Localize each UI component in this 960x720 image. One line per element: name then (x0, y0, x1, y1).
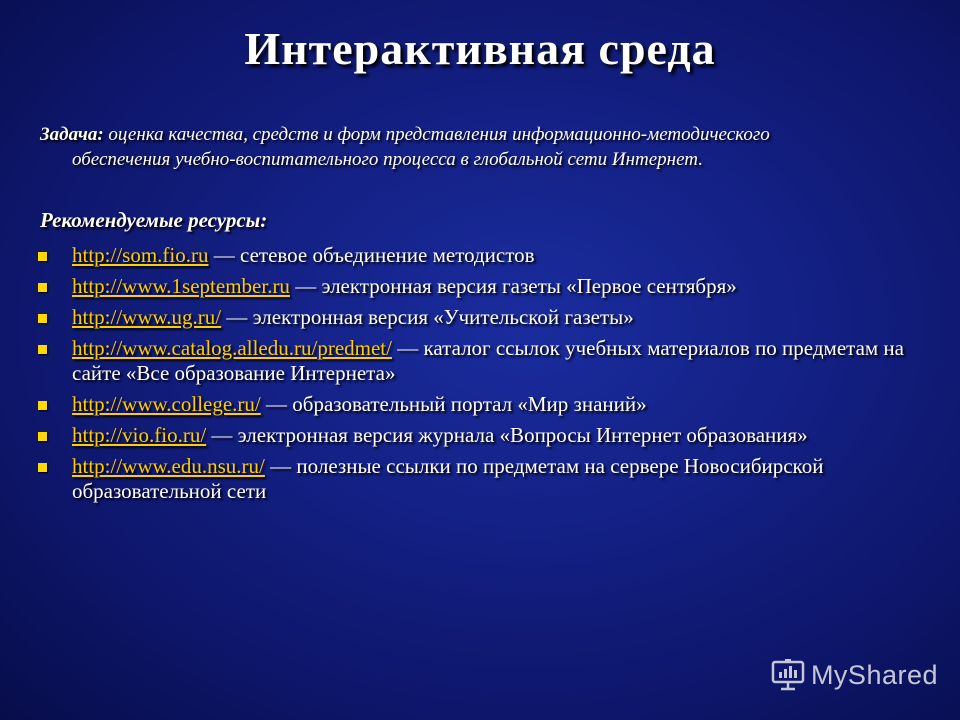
resource-description: — полезные ссылки по предметам на сервере Новосибирской образовательной сети (72, 454, 824, 503)
bullet-square-icon (38, 283, 47, 292)
slide-title: Интерактивная среда (244, 23, 716, 74)
resources-heading: Рекомендуемые ресурсы: (40, 208, 268, 232)
resource-description: — электронная версия журнала «Вопросы Интернет образования» (206, 423, 808, 447)
bullet-square-icon (38, 314, 47, 323)
resource-link-catalog[interactable]: http://www.catalog.alledu.ru/predmet/ (72, 336, 392, 360)
resources-list (36, 243, 926, 510)
resource-description: — сетевое объединение методистов (208, 243, 535, 267)
resource-description: — электронная версия газеты «Первое сентября» (289, 274, 737, 298)
resource-link-vio[interactable]: http://vio.fio.ru/ (72, 423, 207, 447)
resource-description: — образовательный портал «Мир знаний» (260, 392, 647, 416)
resource-item-ug (36, 305, 926, 330)
resource-link-ug[interactable]: http://www.ug.ru/ (72, 305, 222, 329)
resource-link-1september[interactable]: http://www.1september.ru (72, 274, 290, 298)
presentation-board-icon (771, 658, 805, 692)
bullet-square-icon (38, 401, 47, 410)
bullet-square-icon (38, 252, 47, 261)
resource-item-nsu (36, 454, 926, 504)
resource-item-college (36, 392, 926, 417)
watermark-text: MyShared (810, 659, 938, 690)
myshared-watermark (771, 658, 938, 692)
resource-item-som (36, 243, 926, 268)
resource-item-vio (36, 423, 926, 448)
resource-link-som[interactable]: http://som.fio.ru (72, 243, 209, 267)
task-text-line2: обеспечения учебно-воспитательного процесса в глобальной сети Интернет. (72, 149, 703, 170)
resource-description: — каталог ссылок учебных материалов по предметам на сайте «Все образование Интернета» (72, 336, 904, 385)
resource-item-1september (36, 274, 926, 299)
resource-item-catalog (36, 336, 926, 386)
task-label: Задача: (40, 124, 104, 145)
bullet-square-icon (38, 345, 47, 354)
task-paragraph (40, 122, 920, 172)
resource-description: — электронная версия «Учительской газеты» (221, 305, 634, 329)
task-text-line1: оценка качества, средств и форм представления информационно-методического (103, 124, 770, 145)
bullet-square-icon (38, 463, 47, 472)
resource-link-nsu[interactable]: http://www.edu.nsu.ru/ (72, 454, 265, 478)
resource-link-college[interactable]: http://www.college.ru/ (72, 392, 261, 416)
bullet-square-icon (38, 432, 47, 441)
